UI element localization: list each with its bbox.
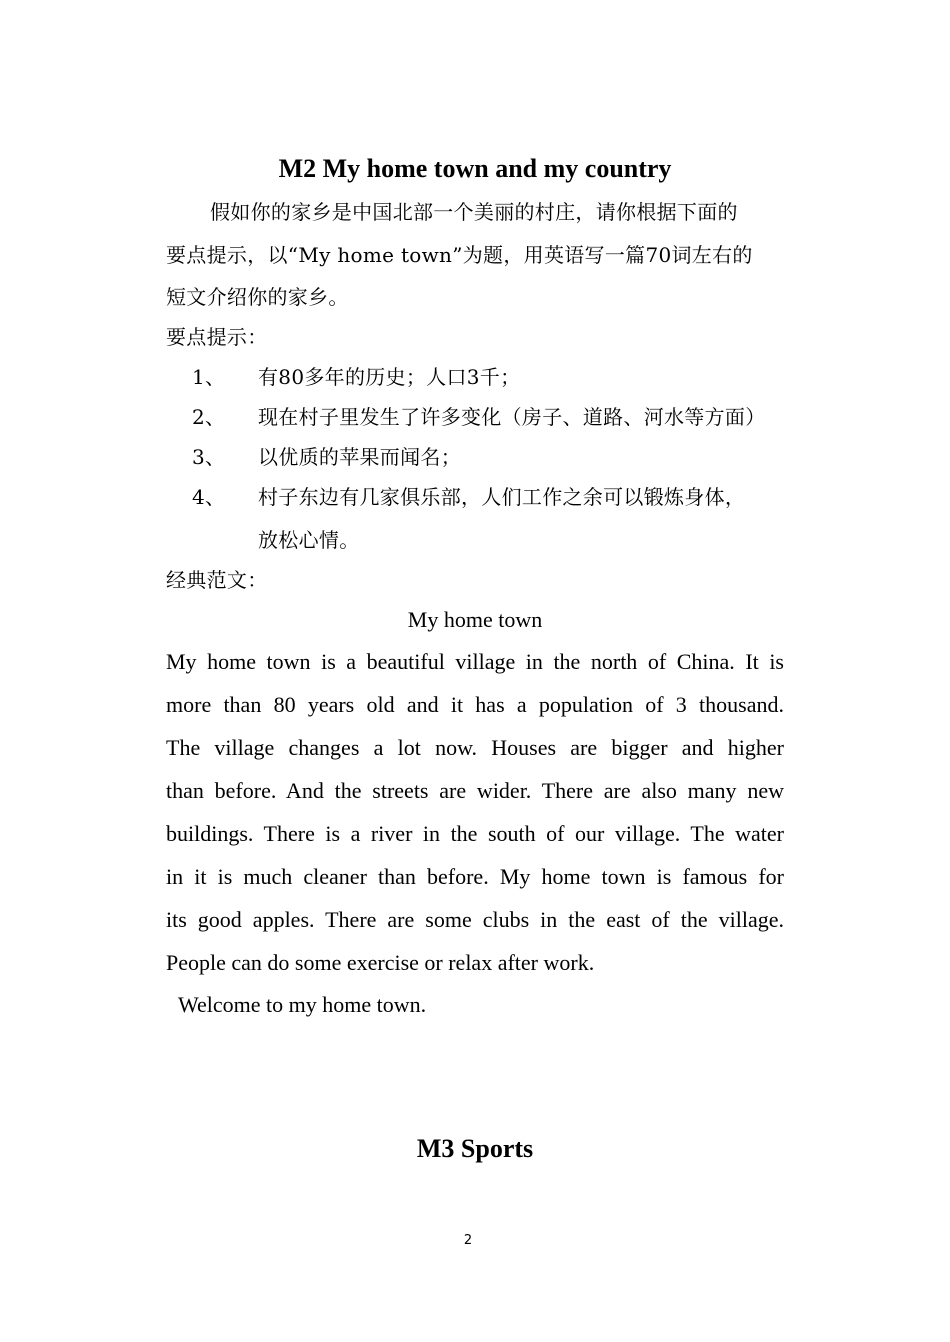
- essay-line-7: its good apples. There are some clubs in the east of the village.: [166, 907, 784, 932]
- point-text-3: 以优质的苹果而闻名；: [258, 445, 461, 469]
- essay-closing: Welcome to my home town.: [178, 992, 427, 1017]
- intro-line-2: 要点提示，以“My home town”为题，用英语写一篇70词左右的: [166, 243, 753, 267]
- sample-label: 经典范文：: [166, 568, 268, 592]
- point-text-1: 有80多年的历史；人口3千；: [258, 365, 521, 389]
- point-number-2: 2、: [192, 405, 226, 429]
- point-text-4-line-1: 村子东边有几家俱乐部，人们工作之余可以锻炼身体，: [258, 485, 746, 509]
- section-title-m2: M2 My home town and my country: [278, 154, 672, 183]
- essay-title: My home town: [407, 607, 543, 632]
- point-text-4-line-2: 放松心情。: [258, 528, 360, 552]
- essay-line-5: buildings. There is a river in the south of our village. The water: [166, 821, 784, 846]
- point-number-1: 1、: [192, 365, 226, 389]
- point-number-4: 4、: [192, 485, 226, 509]
- essay-line-4: than before. And the streets are wider. There are also many new: [166, 778, 784, 803]
- intro-line-1: 假如你的家乡是中国北部一个美丽的村庄，请你根据下面的: [210, 200, 738, 224]
- essay-line-6: in it is much cleaner than before. My home town is famous for: [166, 864, 784, 889]
- essay-line-2: more than 80 years old and it has a population of 3 thousand.: [166, 692, 784, 717]
- point-text-2: 现在村子里发生了许多变化（房子、道路、河水等方面）: [258, 405, 766, 429]
- page-number: 2: [463, 1233, 473, 1248]
- essay-line-1: My home town is a beautiful village in the north of China. It is: [166, 649, 784, 674]
- point-number-3: 3、: [192, 445, 226, 469]
- essay-line-3: The village changes a lot now. Houses are bigger and higher: [166, 735, 784, 760]
- section-title-m3: M3 Sports: [416, 1134, 534, 1163]
- essay-line-8: People can do some exercise or relax after work.: [166, 950, 595, 975]
- intro-line-3: 短文介绍你的家乡。: [166, 285, 349, 309]
- points-label: 要点提示：: [166, 325, 268, 349]
